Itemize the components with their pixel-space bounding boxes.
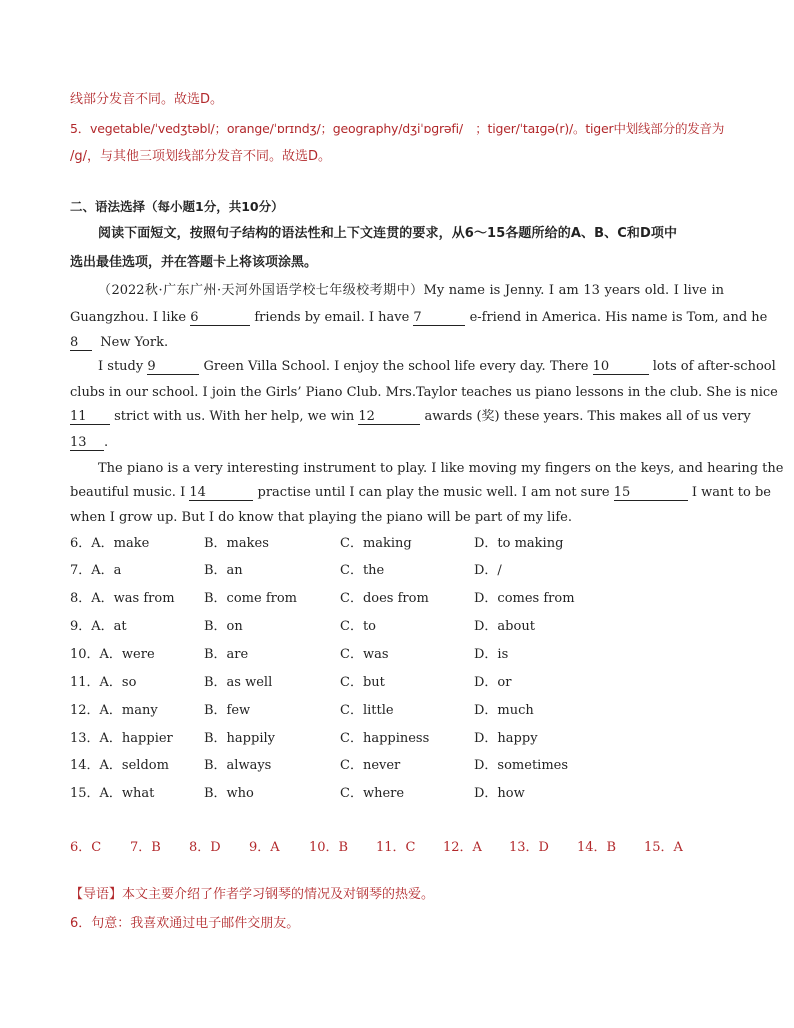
explanation-5: 5．vegetable/ˈvedʒtəbl/；orange/ˈɒrɪndʒ/；geography/dʒiˈɒɡrəfi/ ；tiger/ˈtaɪɡə(r)/。tiger中划线部分的发音为 (70, 121, 725, 136)
passage-line: when I grow up. But I do know that playing the piano will be part of my life. (70, 510, 573, 525)
blank-11: 11 (70, 410, 110, 425)
answer-10: 10．B (309, 840, 349, 855)
passage-line: Guangzhou. I like 6 friends by email. I have 7 e-friend in America. His name is Tom, and he (70, 310, 768, 325)
q13-option-c: C．happiness (340, 731, 430, 746)
q10-option-c: C．was (340, 647, 389, 662)
q10-option-b: B．are (204, 647, 249, 662)
q11-option-d: D．or (474, 675, 512, 690)
passage-line: 13 . (70, 435, 109, 450)
blank-10: 10 (593, 360, 649, 375)
q14-option-d: D．sometimes (474, 758, 569, 773)
prev-answer-tail: 线部分发音不同。故选D。 (70, 92, 224, 107)
instructions-line-1: 阅读下面短文，按照句子结构的语法性和上下文连贯的要求，从6～15各题所给的A、B、C和D项中 (98, 226, 678, 241)
q13-option-a: 13．A．happier (70, 731, 173, 746)
blank-13: 13 (70, 436, 104, 451)
answer-9: 9．A (249, 840, 280, 855)
q15-option-b: B．who (204, 786, 254, 801)
q10-option-d: D．is (474, 647, 509, 662)
q14-option-c: C．never (340, 758, 401, 773)
answer-14: 14．B (577, 840, 617, 855)
q12-option-b: B．few (204, 703, 251, 718)
q11-option-a: 11．A．so (70, 675, 137, 690)
q13-option-d: D．happy (474, 731, 538, 746)
q6-option-c: C．making (340, 536, 412, 551)
q14-option-b: B．always (204, 758, 272, 773)
blank-8: 8 (70, 336, 92, 351)
q13-option-b: B．happily (204, 731, 275, 746)
passage-line: I study 9 Green Villa School. I enjoy the school life every day. There 10 lots of after-school (98, 359, 776, 374)
blank-15: 15 (614, 486, 688, 501)
explanation-6: 6．句意：我喜欢通过电子邮件交朋友。 (70, 916, 300, 931)
q12-option-c: C．little (340, 703, 394, 718)
answer-11: 11．C (376, 840, 416, 855)
q8-option-d: D．comes from (474, 591, 575, 606)
q8-option-c: C．does from (340, 591, 429, 606)
q12-option-d: D．much (474, 703, 534, 718)
answer-6: 6．C (70, 840, 102, 855)
q14-option-a: 14．A．seldom (70, 758, 169, 773)
guide-label: 【导语】 (70, 887, 123, 902)
answer-15: 15．A (644, 840, 683, 855)
passage-line: 8 New York. (70, 335, 169, 350)
passage-line: 11 strict with us. With her help, we win 12 awards (奖) these years. This makes all of us very (70, 409, 751, 424)
q9-option-a: 9．A．at (70, 619, 127, 634)
blank-6: 6 (190, 311, 250, 326)
q7-option-b: B．an (204, 563, 243, 578)
q15-option-d: D．how (474, 786, 525, 801)
passage-line: The piano is a very interesting instrument to play. I like moving my fingers on the keys, and hearing the (98, 461, 784, 476)
guide-line (70, 887, 724, 903)
explanation-5-cont: /g/，与其他三项划线部分发音不同。故选D。 (70, 149, 332, 164)
instructions-line-2: 选出最佳选项，并在答题卡上将该项涂黑。 (70, 255, 318, 270)
q15-option-c: C．where (340, 786, 405, 801)
q10-option-a: 10．A．were (70, 647, 155, 662)
q9-option-b: B．on (204, 619, 243, 634)
q7-option-d: D．/ (474, 563, 502, 578)
blank-7: 7 (413, 311, 465, 326)
blank-9: 9 (147, 360, 199, 375)
q6-option-d: D．to making (474, 536, 564, 551)
q8-option-b: B．come from (204, 591, 297, 606)
q8-option-a: 8．A．was from (70, 591, 175, 606)
answer-8: 8．D (189, 840, 221, 855)
blank-12: 12 (358, 410, 420, 425)
guide-text: 本文主要介绍了作者学习钢琴的情况及对钢琴的热爱。 (122, 887, 435, 902)
passage-line: clubs in our school. I join the Girls’ Piano Club. Mrs.Taylor teaches us piano lessons in the club. She is nice (70, 385, 778, 400)
q7-option-a: 7．A．a (70, 563, 122, 578)
q12-option-a: 12．A．many (70, 703, 158, 718)
blank-14: 14 (189, 486, 253, 501)
q9-option-c: C．to (340, 619, 376, 634)
answer-7: 7．B (130, 840, 161, 855)
q7-option-c: C．the (340, 563, 385, 578)
q6-option-a: 6．A．make (70, 536, 150, 551)
q9-option-d: D．about (474, 619, 535, 634)
passage-line: （2022秋·广东广州·天河外国语学校七年级校考期中）My name is Jenny. I am 13 years old. I live in (98, 283, 724, 298)
answer-13: 13．D (509, 840, 549, 855)
q11-option-c: C．but (340, 675, 385, 690)
passage-line: beautiful music. I 14 practise until I can play the music well. I am not sure 15 I want to be (70, 485, 771, 500)
q15-option-a: 15．A．what (70, 786, 155, 801)
answer-12: 12．A (443, 840, 482, 855)
section-heading: 二、语法选择（每小题1分，共10分） (70, 199, 284, 214)
q11-option-b: B．as well (204, 675, 273, 690)
q6-option-b: B．makes (204, 536, 269, 551)
